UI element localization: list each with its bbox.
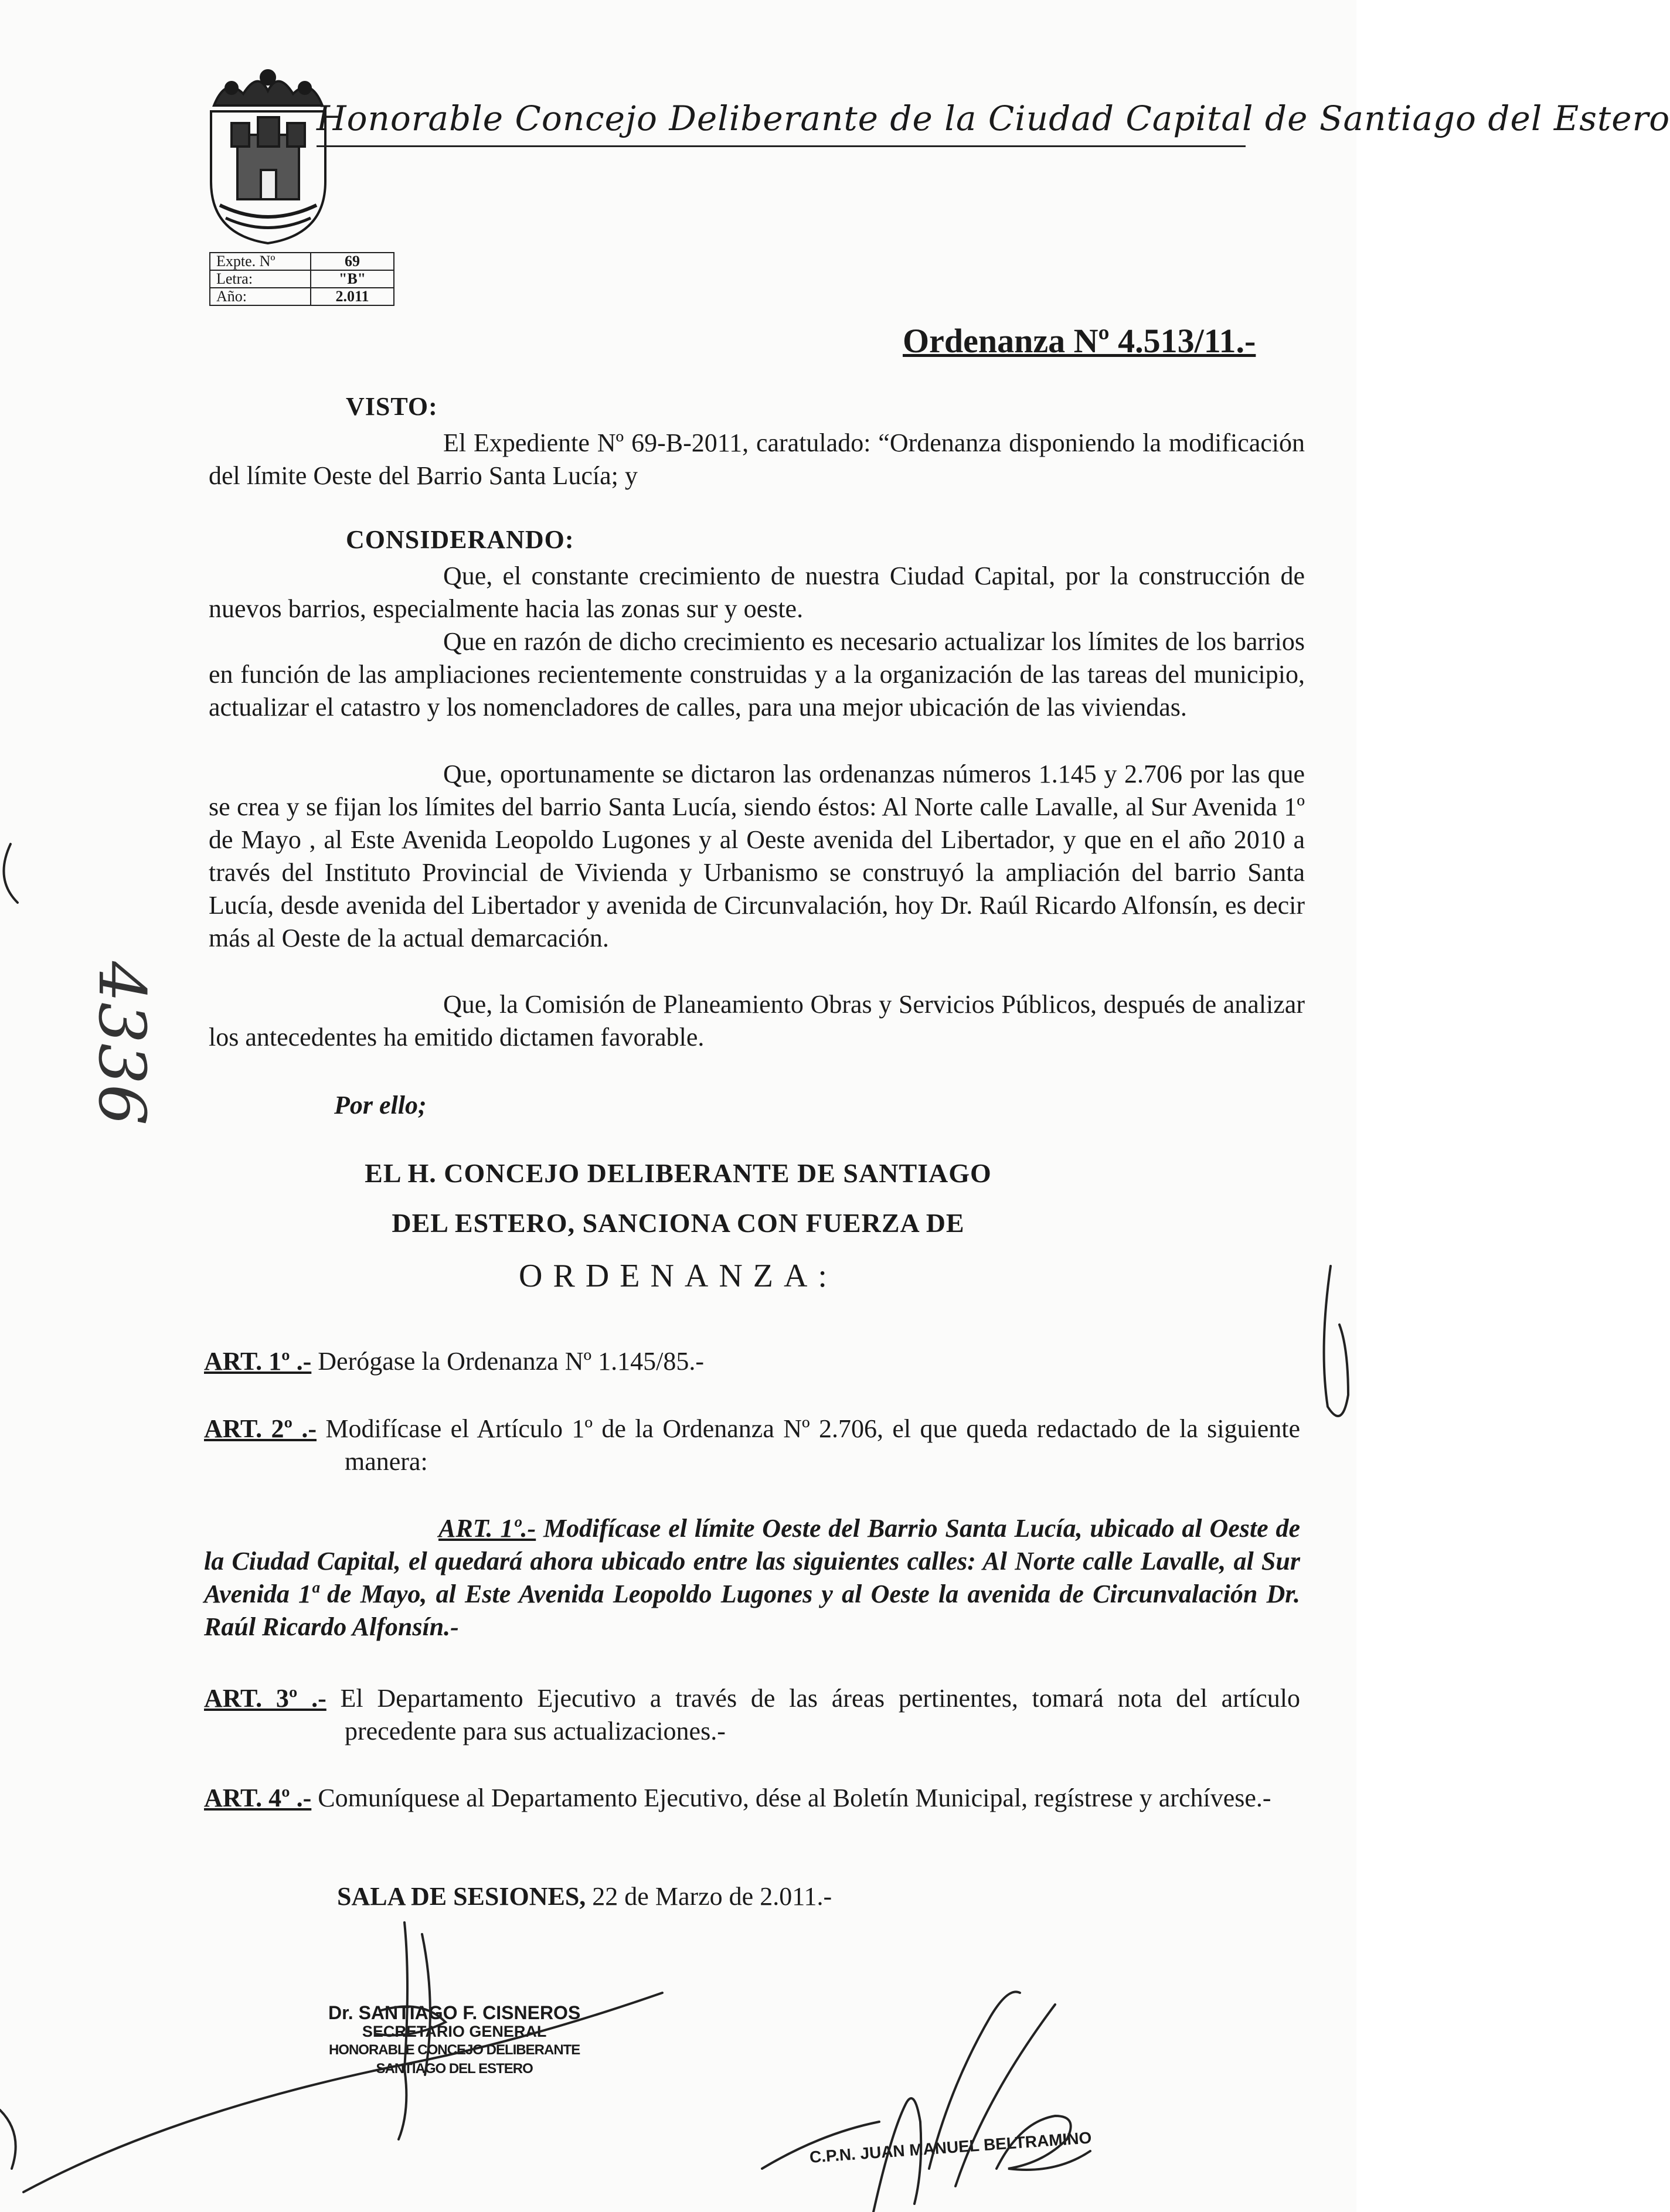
- article-1: [204, 1345, 1300, 1378]
- article-2: [204, 1413, 1300, 1478]
- considerando-paragraph-3: Que, oportunamente se dictaron las ordenanzas números 1.145 y 2.706 por las que se crea y se fijan los límites del barrio Santa Lucía, siendo éstos: Al Norte calle Lavalle, al Sur Avenida 1º de Mayo , al Este Avenida Leopoldo Lugones y al Oeste avenida del Libertador, y que en el año 2010 a través del Instituto Provincial de Vivienda y Urbanismo se construyó la ampliación del barrio Santa Lucía, desde avenida del Libertador y avenida de Circunvalación, hoy Dr. Raúl Ricardo Alfonsín, es decir más al Oeste de la actual demarcación.: [209, 760, 1305, 952]
- article-4: [204, 1782, 1300, 1815]
- article-1-label: ART. 1º .-: [204, 1347, 312, 1376]
- article-1-text: Derógase la Ordenanza Nº 1.145/85.-: [318, 1347, 704, 1376]
- quoted-article-label: ART. 1º.-: [438, 1514, 536, 1543]
- ordenanza-heading: ORDENANZA:: [519, 1258, 838, 1294]
- sanction-line-2: DEL ESTERO, SANCIONA CON FUERZA DE: [392, 1208, 965, 1238]
- article-3-text: El Departamento Ejecutivo a través de las áreas pertinentes, tomará nota del artículo precedente para sus actualizaciones.-: [340, 1684, 1300, 1745]
- institution-name: Honorable Concejo Deliberante de la Ciudad Capital de Santiago del Estero: [317, 98, 1670, 138]
- quoted-article-text: Modifícase el límite Oeste del Barrio Santa Lucía, ubicado al Oeste de la Ciudad Capital, el quedará ahora ubicado entre las siguientes calles: Al Norte calle Lavalle, al Sur Avenida 1ª de Mayo, al Este Avenida Leopoldo Lugones y al Oeste la avenida de Circunvalación Dr. Raúl Ricardo Alfonsín.-: [204, 1514, 1301, 1641]
- stamp-org-2: SANTIAGO DEL ESTERO: [376, 2061, 533, 2077]
- session-date-line: SALA DE SESIONES, 22 de Marzo de 2.011.-: [337, 1882, 832, 1911]
- file-reference-box: [209, 252, 394, 306]
- considerando-heading: CONSIDERANDO:: [346, 525, 574, 554]
- file-row-letra: Letra: "B": [210, 270, 394, 288]
- quoted-article: [204, 1512, 1300, 1643]
- file-row-expediente: Expte. Nº 69: [210, 253, 394, 270]
- considerando-paragraph-1: Que, el constante crecimiento de nuestra Ciudad Capital, por la construcción de nuevos barrios, especialmente hacia las zonas sur y oeste.: [209, 561, 1305, 623]
- svg-text:4336: 4336: [84, 961, 159, 1125]
- header-rule: [317, 145, 1246, 147]
- ordinance-title: Ordenanza Nº 4.513/11.-: [903, 322, 1256, 360]
- article-4-label: ART. 4º .-: [204, 1784, 312, 1812]
- stamp-role: SECRETARIO GENERAL: [362, 2023, 547, 2040]
- article-2-label: ART. 2º .-: [204, 1414, 317, 1443]
- article-2-text: Modifícase el Artículo 1º de la Ordenanza Nº 2.706, el que queda redactado de la siguiente manera:: [325, 1414, 1300, 1476]
- handwritten-note: [84, 961, 159, 1125]
- file-row-anio: Año: 2.011: [210, 288, 394, 305]
- stamp-name: Dr. SANTIAGO F. CISNEROS: [328, 2002, 581, 2023]
- visto-heading: VISTO:: [346, 392, 438, 421]
- considerando-paragraph-2: Que en razón de dicho crecimiento es necesario actualizar los límites de los barrios en función de las ampliaciones recientemente construidas y a la organización de las tareas del municipio, actualizar el catastro y los nomencladores de calles, para una mejor ubicación de las viviendas.: [209, 627, 1305, 722]
- article-3-label: ART. 3º .-: [204, 1684, 326, 1713]
- president-stamp: C.P.N. JUAN MANUEL BELTRAMINO: [809, 2128, 1093, 2166]
- secretary-stamp: [328, 2003, 580, 2078]
- sanction-line-1: EL H. CONCEJO DELIBERANTE DE SANTIAGO: [365, 1158, 992, 1188]
- por-ello: Por ello;: [334, 1091, 427, 1119]
- considerando-paragraph-4: Que, la Comisión de Planeamiento Obras y Servicios Públicos, después de analizar los antecedentes ha emitido dictamen favorable.: [209, 990, 1305, 1051]
- visto-paragraph: El Expediente Nº 69-B-2011, caratulado: “Ordenanza disponiendo la modificación del límite Oeste del Barrio Santa Lucía; y: [209, 428, 1305, 490]
- article-4-text: Comuníquese al Departamento Ejecutivo, dése al Boletín Municipal, regístrese y archívese.-: [318, 1784, 1271, 1812]
- stamp-org-1: HONORABLE CONCEJO DELIBERANTE: [328, 2042, 580, 2058]
- article-3: [204, 1682, 1300, 1748]
- city-crest-icon: [202, 64, 334, 246]
